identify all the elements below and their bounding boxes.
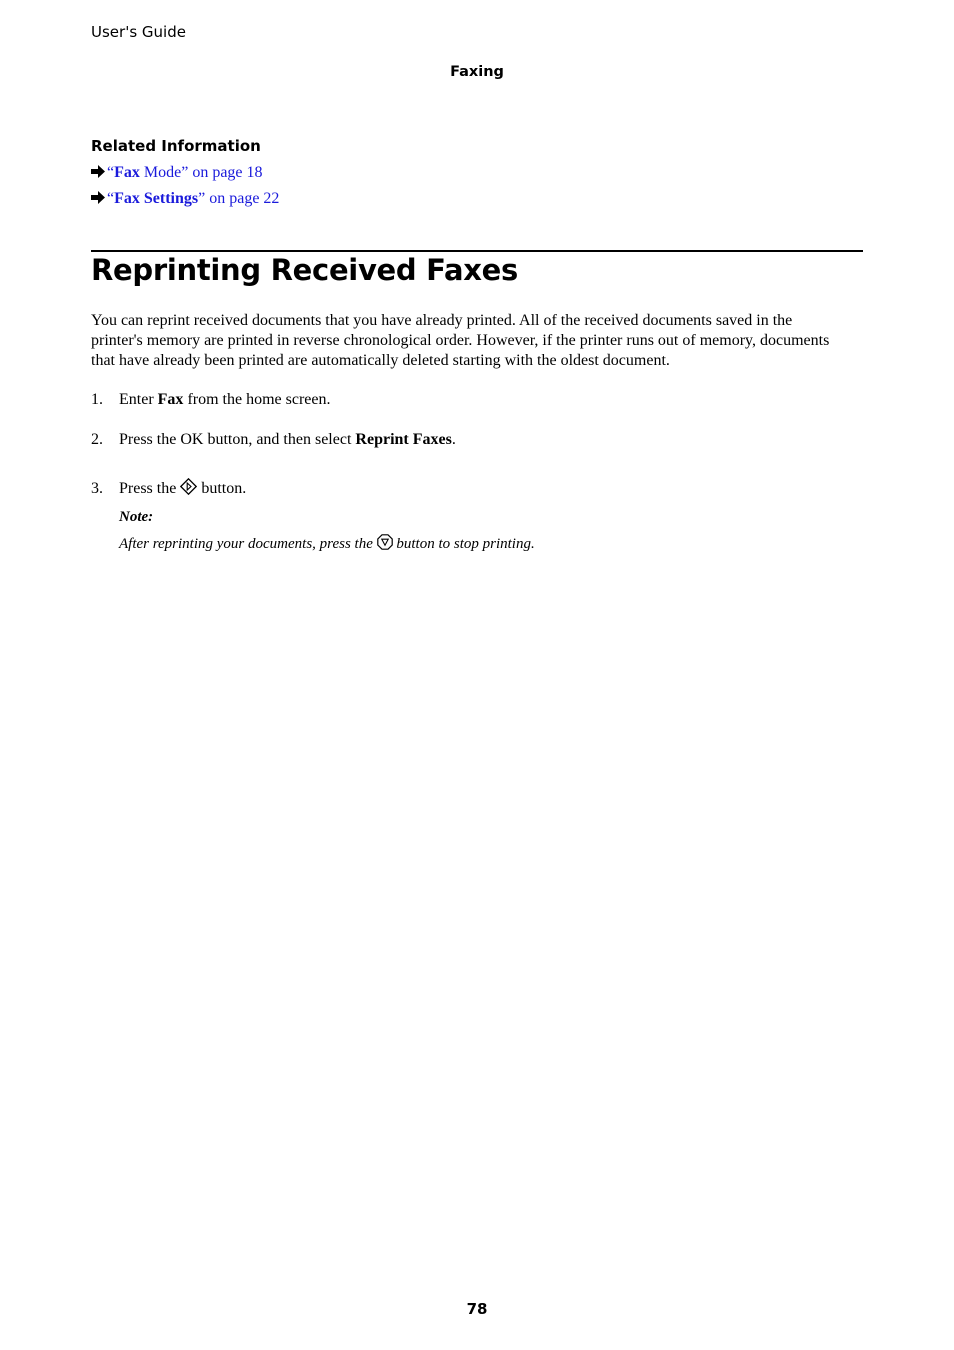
step-1: 1. Enter Fax from the home screen. [91, 391, 331, 408]
right-arrow-icon [91, 165, 107, 183]
stop-octagon-icon [377, 534, 393, 555]
intro-paragraph: You can reprint received documents that you have already printed. All of the received documents saved in the printer's memory are printed in reverse chronological order. However, if the printer runs out of memory, documents that have already been printed are automatically deleted starting with the oldest document. [91, 312, 830, 369]
step-3: 3. Press the button. [91, 478, 246, 500]
related-link-fax-mode-text[interactable]: “Fax Mode” on page 18 [107, 164, 263, 181]
related-link-fax-settings-text[interactable]: “Fax Settings” on page 22 [107, 190, 280, 207]
step-2: 2. Press the OK button, and then select Reprint Faxes. [91, 431, 456, 448]
section-heading: Reprinting Received Faxes [91, 253, 518, 287]
step-number: 1. [91, 391, 103, 408]
related-link-fax-settings[interactable] [91, 190, 279, 209]
right-arrow-icon [91, 191, 107, 209]
page-header-guide-title: User's Guide [91, 23, 186, 41]
page-header-section: Faxing [450, 64, 504, 80]
note-text: After reprinting your documents, press the button to stop printing. [119, 534, 535, 555]
note-label: Note: [119, 509, 154, 525]
related-information-title: Related Information [91, 137, 261, 155]
step-number: 3. [91, 480, 103, 497]
start-diamond-icon [180, 478, 197, 500]
related-link-fax-mode[interactable] [91, 164, 263, 183]
step-number: 2. [91, 431, 103, 448]
section-divider [91, 250, 863, 252]
page-number: 78 [466, 1300, 488, 1318]
